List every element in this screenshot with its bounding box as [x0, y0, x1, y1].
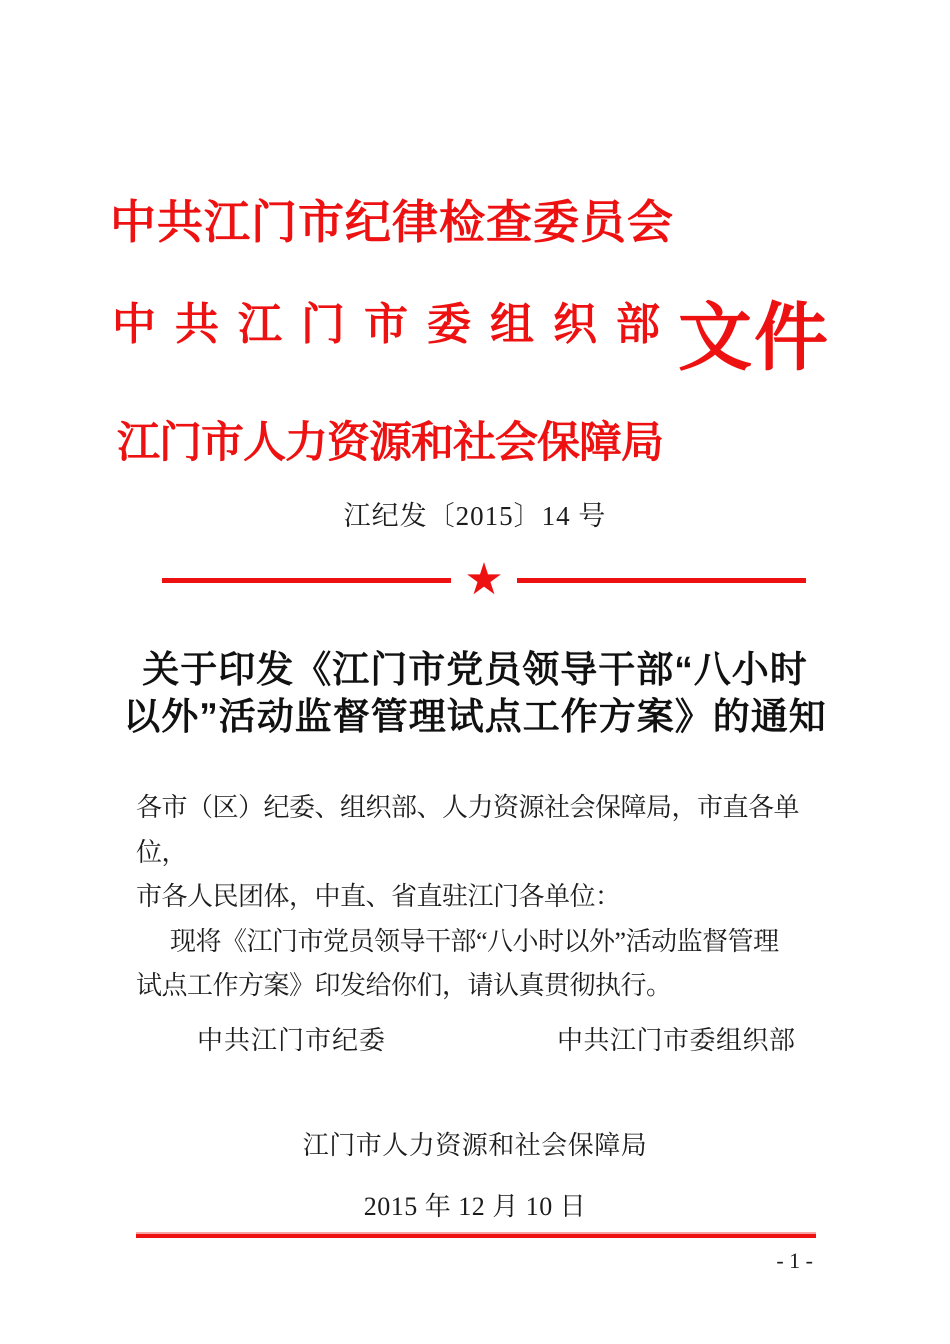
letterhead-org-2: 中共江门市委组织部 [112, 300, 679, 349]
signer-left: 中共江门市纪委 [197, 1026, 387, 1055]
notice-body [136, 786, 836, 1009]
notice-title-line-1: 关于印发《江门市党员领导干部“八小时 [142, 649, 808, 690]
notice-title [0, 646, 950, 740]
footer-rule [136, 1232, 816, 1238]
divider-line-left [162, 578, 451, 583]
signer-right: 中共江门市委组织部 [557, 1026, 796, 1055]
letterhead-document-label: 文件 [678, 298, 830, 380]
doc-number: 江纪发〔2015〕14 号 [343, 501, 607, 531]
notice-title-line-2: 以外”活动监督管理试点工作方案》的通知 [123, 696, 827, 737]
header-divider [162, 554, 806, 605]
letterhead-org-1: 中共江门市纪律检查委员会 [110, 197, 674, 248]
issue-date: 2015 年 12 月 10 日 [363, 1192, 587, 1221]
letterhead-org-3: 江门市人力资源和社会保障局 [117, 420, 663, 467]
salutation-line-1: 各市（区）纪委、组织部、人力资源社会保障局，市直各单位， [136, 793, 800, 867]
page-number: - 1 - [776, 1248, 813, 1273]
body-line-1: 现将《江门市党员领导干部“八小时以外”活动监督管理 [170, 926, 779, 956]
divider-line-right [517, 578, 806, 583]
salutation-line-2: 市各人民团体，中直、省直驻江门各单位： [136, 882, 621, 911]
body-line-2: 试点工作方案》印发给你们，请认真贯彻执行。 [136, 971, 672, 1000]
signer-center: 江门市人力资源和社会保障局 [302, 1131, 648, 1160]
star-icon: ★ [464, 554, 504, 605]
